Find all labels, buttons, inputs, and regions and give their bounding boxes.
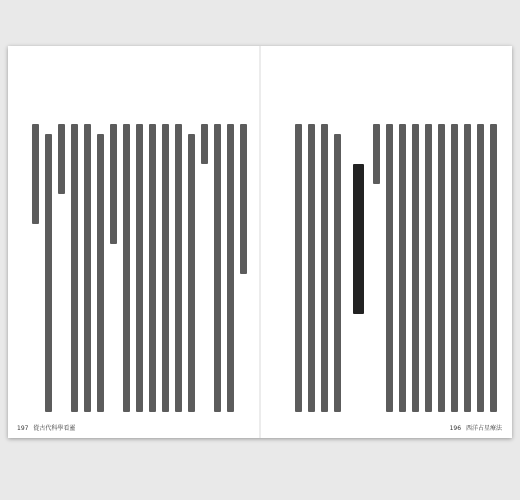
text-column xyxy=(425,124,432,412)
text-column xyxy=(451,124,458,412)
text-column xyxy=(464,124,471,412)
right-page-footer xyxy=(447,423,502,432)
text-column xyxy=(97,134,104,412)
text-column xyxy=(149,124,156,412)
text-column xyxy=(412,124,419,412)
book-spread xyxy=(8,46,512,438)
text-column xyxy=(373,124,380,184)
text-column xyxy=(321,124,328,412)
text-column xyxy=(123,124,130,412)
text-column xyxy=(188,134,195,412)
text-column xyxy=(110,124,117,244)
text-column xyxy=(477,124,484,412)
text-column xyxy=(227,124,234,412)
book-title: 從古代科學看靈 xyxy=(33,425,76,432)
page-number: 197 xyxy=(17,425,29,432)
text-column xyxy=(58,124,65,194)
section-heading xyxy=(353,164,364,314)
right-page xyxy=(260,46,512,438)
text-column xyxy=(32,124,39,224)
text-column xyxy=(386,124,393,412)
text-column xyxy=(162,124,169,412)
text-column xyxy=(45,134,52,412)
left-page xyxy=(8,46,260,438)
left-page-footer xyxy=(14,423,75,432)
page-number: 196 xyxy=(449,425,462,432)
text-column xyxy=(490,124,497,412)
book-title: 西洋占星療法 xyxy=(465,425,502,432)
text-column xyxy=(308,124,315,412)
text-column xyxy=(136,124,143,412)
text-column xyxy=(399,124,406,412)
text-column xyxy=(175,124,182,412)
text-column xyxy=(295,124,302,412)
text-column xyxy=(201,124,208,164)
text-column xyxy=(438,124,445,412)
text-column xyxy=(71,124,78,412)
text-column xyxy=(334,134,341,412)
text-column xyxy=(240,124,247,274)
text-column xyxy=(214,124,221,412)
text-column xyxy=(84,124,91,412)
